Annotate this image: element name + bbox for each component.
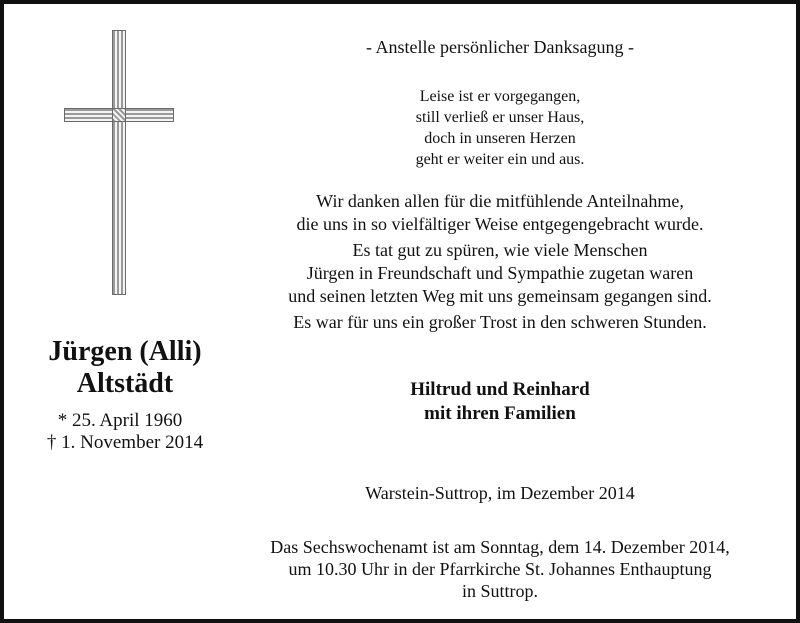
- death-date: † 1. November 2014: [46, 432, 204, 453]
- poem-line: doch in unseren Herzen: [424, 130, 576, 147]
- service-line: um 10.30 Uhr in der Pfarrkirche St. Johannes Enthauptung: [288, 559, 712, 579]
- poem: [230, 86, 770, 170]
- family-line: Hiltrud und Reinhard: [410, 379, 590, 400]
- thanks-line: Es tat gut zu spüren, wie viele Menschen: [352, 240, 648, 260]
- thanks-line: und seinen letzten Weg mit uns gemeinsam gegangen sind.: [288, 286, 712, 306]
- birth-date: * 25. April 1960: [57, 410, 183, 431]
- thanks-line: die uns in so vielfältiger Weise entgegengebracht wurde.: [296, 214, 704, 234]
- poem-line: Leise ist er vorgegangen,: [419, 88, 581, 105]
- poem-line: still verließ er unser Haus,: [415, 109, 585, 126]
- cross-icon: [64, 30, 174, 295]
- deceased-name-first: Jürgen (Alli): [48, 336, 202, 367]
- family-line: mit ihren Familien: [424, 403, 576, 424]
- deceased-name-last: Altstädt: [76, 368, 174, 399]
- thanks-line: Jürgen in Freundschaft und Sympathie zugetan waren: [306, 263, 694, 283]
- service-line: Das Sechswochenamt ist am Sonntag, dem 14. Dezember 2014,: [270, 537, 730, 557]
- thanks-line: Es war für uns ein großer Trost in den schweren Stunden.: [293, 312, 707, 332]
- cross-vertical-beam: [112, 30, 126, 295]
- service-line: in Suttrop.: [461, 581, 538, 601]
- intro-line: - Anstelle persönlicher Danksagung -: [366, 37, 634, 57]
- place-date: Warstein-Suttrop, im Dezember 2014: [365, 483, 635, 503]
- poem-line: geht er weiter ein und aus.: [415, 151, 585, 168]
- family-signature: [230, 378, 770, 426]
- thanks-line: Wir danken allen für die mitfühlende Anteilnahme,: [316, 191, 684, 211]
- thanks-text: [230, 190, 770, 334]
- cross-center: [112, 108, 126, 122]
- service-info: [230, 536, 770, 602]
